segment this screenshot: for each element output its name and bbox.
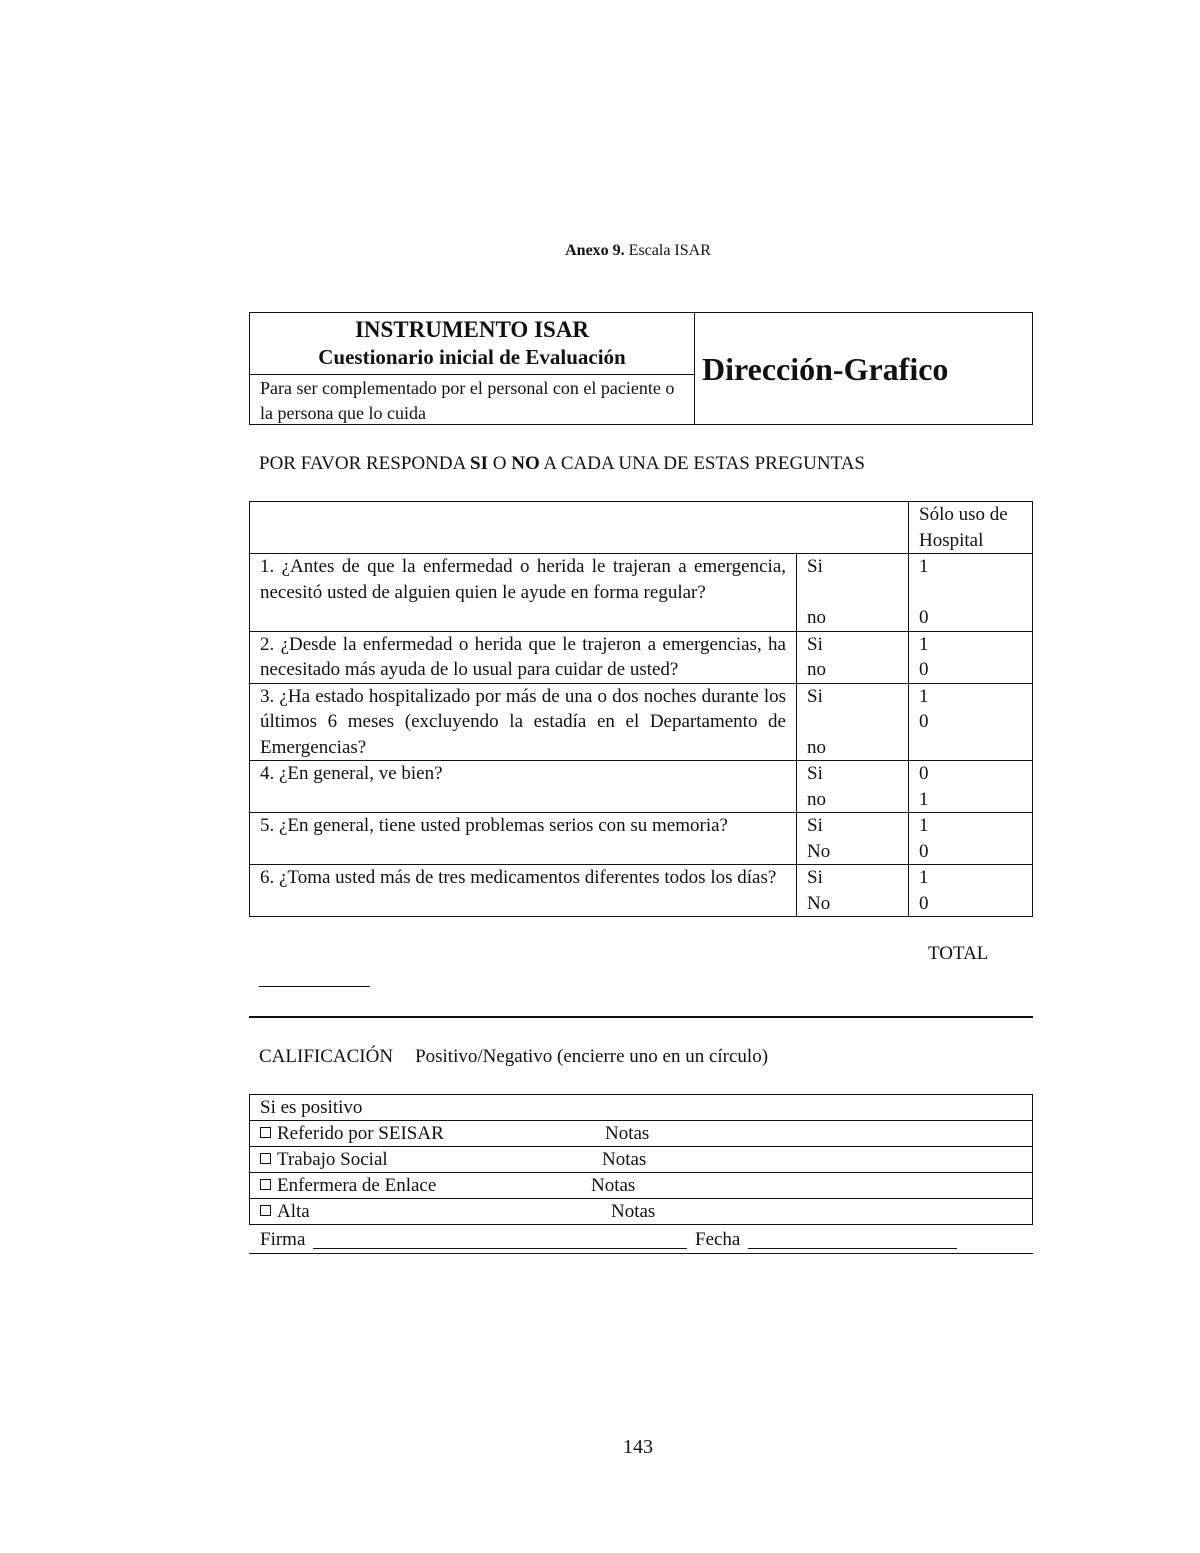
instruction-part-3: A CADA UNA DE ESTAS PREGUNTAS [539,453,866,474]
calificacion-options[interactable]: Positivo/Negativo (encierre uno en un círculo) [415,1046,769,1067]
referral-table [249,1094,1033,1225]
page-number: 143 [623,1436,653,1458]
header-blank-cell [250,502,797,554]
header-right-label: Dirección-Grafico [702,351,949,387]
instruction-part-1: POR FAVOR RESPONDA [259,453,471,474]
notas-label: Notas [611,1201,656,1222]
yes-points: 0 [919,763,929,784]
firma-field[interactable] [313,1248,687,1249]
question-row [250,865,1033,917]
header-title-cell [250,313,694,375]
calificacion-line [259,1046,768,1068]
calificacion-label: CALIFICACIÓN [259,1046,394,1067]
answer-yes[interactable]: Si [807,867,823,888]
answer-yes[interactable]: Si [807,815,823,836]
checkbox-icon[interactable] [260,1179,271,1190]
no-points: 0 [919,711,929,732]
answer-no[interactable]: no [807,788,826,810]
checkbox-icon[interactable] [260,1153,271,1164]
annex-title [0,242,1200,260]
instruction-no: NO [511,453,540,474]
header-blank-answer-cell [797,502,909,554]
question-text: 6. ¿Toma usted más de tres medicamentos diferentes todos los días? [250,865,797,917]
answer-yes[interactable]: Si [807,633,823,655]
answer-no[interactable]: No [807,840,831,862]
referral-row [250,1147,1033,1173]
section-divider [249,1016,1033,1018]
question-text: 3. ¿Ha estado hospitalizado por más de una o dos noches durante los últimos 6 meses (excluyendo la estadía en el Departamento de Emergencias? [250,683,797,761]
checkbox-icon[interactable] [260,1127,271,1138]
instruction-text [259,453,865,475]
yes-points: 1 [919,867,929,888]
points-cell [909,683,1033,761]
question-row [250,761,1033,813]
question-text: 5. ¿En general, tiene usted problemas serios con su memoria? [250,813,797,865]
instrument-header-box [249,312,1033,425]
yes-points: 1 [919,633,929,655]
referral-label: Referido por SEISAR [277,1123,444,1144]
referral-row [250,1121,1033,1147]
instruction-part-2: O [487,453,512,474]
table-header-row [250,502,1033,554]
referral-label: Enfermera de Enlace [277,1175,437,1196]
points-cell [909,865,1033,917]
hospital-use-header: Sólo uso de Hospital [909,502,1033,554]
total-blank-line[interactable] [259,986,370,987]
no-points: 0 [919,892,929,914]
fecha-field[interactable] [748,1248,957,1249]
answer-no[interactable]: No [807,892,831,914]
notas-label: Notas [591,1175,636,1196]
referral-label: Alta [277,1201,310,1222]
points-cell [909,813,1033,865]
no-points: 0 [919,840,929,862]
points-cell [909,631,1033,683]
answer-options [797,761,909,813]
signature-row [249,1229,1033,1254]
referral-heading-row [250,1095,1033,1121]
questions-table [249,501,1033,917]
referral-label: Trabajo Social [277,1149,388,1170]
answer-yes[interactable]: Si [807,763,823,784]
no-points: 0 [919,659,929,680]
instrument-title: INSTRUMENTO ISAR [354,317,590,342]
yes-points: 1 [919,685,929,707]
answer-yes[interactable]: Si [807,556,823,577]
points-cell [909,761,1033,813]
referral-row [250,1199,1033,1225]
yes-points: 1 [919,815,929,836]
question-text: 4. ¿En general, ve bien? [250,761,797,813]
answer-options [797,683,909,761]
answer-no[interactable]: no [807,659,826,680]
answer-yes[interactable]: Si [807,685,823,707]
referral-row [250,1173,1033,1199]
checkbox-icon[interactable] [260,1205,271,1216]
annex-name: Escala ISAR [624,242,711,259]
answer-options [797,865,909,917]
question-row [250,554,1033,632]
total-label: TOTAL [928,943,989,964]
annex-number: Anexo 9. [565,242,625,259]
question-row [250,683,1033,761]
no-points: 0 [919,607,929,628]
question-row [250,631,1033,683]
answer-options [797,554,909,632]
answer-options [797,813,909,865]
instruction-si: SI [470,453,488,474]
points-cell [909,554,1033,632]
instrument-note: Para ser complementado por el personal con el paciente o la persona que lo cuida [260,378,675,423]
firma-label: Firma [260,1229,306,1250]
question-row [250,813,1033,865]
answer-no[interactable]: no [807,736,826,758]
notas-label: Notas [605,1123,650,1144]
answer-options [797,631,909,683]
referral-heading: Si es positivo [250,1095,1033,1121]
question-text: 2. ¿Desde la enfermedad o herida que le trajeron a emergencias, ha necesitado más ayuda de lo usual para cuidar de usted? [250,631,797,683]
instrument-subtitle: Cuestionario inicial de Evaluación [318,345,626,369]
header-left-panel [250,313,695,424]
answer-no[interactable]: no [807,607,826,628]
notas-label: Notas [602,1149,647,1170]
yes-points: 1 [919,556,929,577]
fecha-label: Fecha [695,1229,741,1250]
question-text: 1. ¿Antes de que la enfermedad o herida le trajeran a emergencia, necesitó usted de alguien quien le ayude en forma regular? [250,554,797,632]
no-points: 1 [919,788,929,810]
